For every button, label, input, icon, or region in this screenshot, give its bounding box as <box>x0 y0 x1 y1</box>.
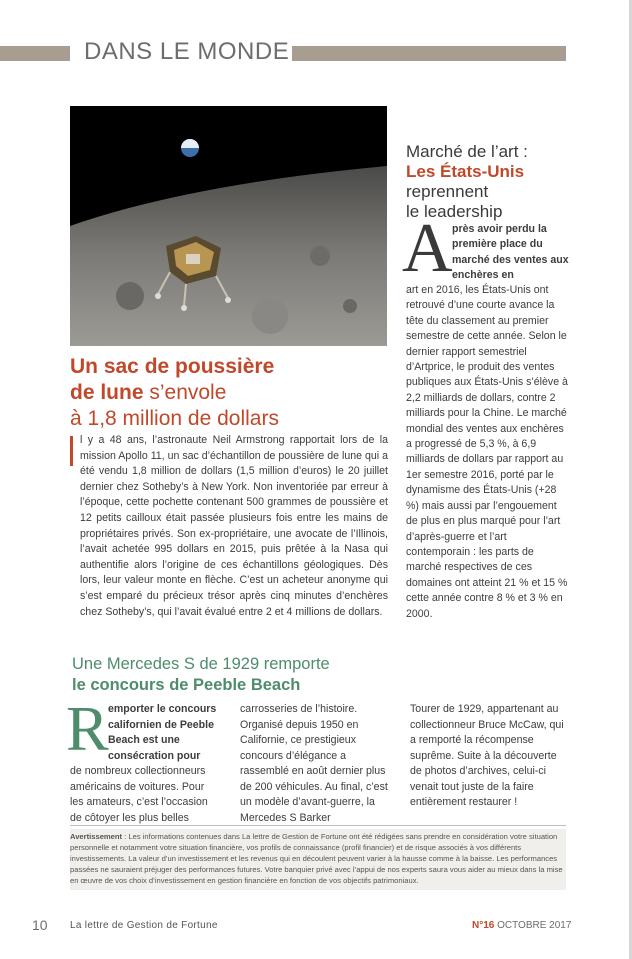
main-article <box>70 433 388 620</box>
disclaimer-text: : Les informations contenues dans La lettre de Gestion de Fortune ont été rédigées sans prendre en considération votre situation personnelle et notamment votre situation financière, vos profils de connaissance (profil financier) et de risque associés à vos différents investissements. La valeur d’un investissement et les revenus qui en découlent peuvent varier à la hausse comme à la baisse. Les performances passées ne sauraient préjuger des performances futures. Votre banquier privé avec l’appui de nos experts saura vous aider au mieux dans la mise en œuvre de vos choix d’investissement en gestion financière en fonction de vos objectifs patrimoniaux. <box>70 832 563 885</box>
side-title-line-3: le leadership <box>406 202 503 221</box>
mercedes-column-2: carrosseries de l’histoire. Organisé depuis 1950 en Californie, ce prestigieux concours d’élégance a rassemblé en août dernier plus de 200 véhicules. Au final, c’est un modèle d’avant-guerre, la Mercedes S Barker <box>240 703 388 824</box>
header-band-left <box>0 46 70 61</box>
issue-date: OCTOBRE 2017 <box>494 920 572 931</box>
disclaimer <box>70 829 566 890</box>
headline-rest-1: s’envole <box>143 381 227 404</box>
main-headline <box>70 355 390 433</box>
mercedes-title <box>72 654 492 696</box>
mercedes-column-3: Tourer de 1929, appartenant au collectionneur Bruce McCaw, qui a remporté la récompense suprême. Suite à la découverte de photos d’archives, celui-ci venait tout juste de la faire entièrement restaurer ! <box>410 703 564 808</box>
mercedes-column-1: de nombreux collectionneurs américains de voitures. Pour les amateurs, c’est l’occasion de côtoyer les plus belles <box>70 765 208 824</box>
side-body: art en 2016, les États-Unis ont retrouvé d’une courte avance la tête du classement au premier semestre de cette année. Selon le dernier rapport semestriel d’Artprice, le produit des ventes publiques aux États-Unis s’élève à 2,2 milliards de dollars, contre 2 milliards pour la Chine. Le marché mondial des ventes aux enchères a progressé de 5,3 %, à 6,9 milliards de dollars par rapport au 1er semestre 2016, porté par le dynamisme des États-Unis (+28 %) mais aussi par l’engouement de plus en plus marqué pour l’art d’après-guerre et l’art contemporain : les parts de marché respectives de ces domaines ont atteint 21 % et 15 % cette année contre 8 % et 3 % en 2000. <box>406 284 568 620</box>
side-title-line-1: Marché de l’art : <box>406 142 528 161</box>
headline-bold-1: Un sac de poussière <box>70 355 275 378</box>
disclaimer-label: Avertissement <box>70 832 123 841</box>
mercedes-dropcap: R <box>66 693 109 764</box>
issue-number: N°16 <box>472 920 495 931</box>
section-title: DANS LE MONDE <box>84 38 290 65</box>
issue-info <box>472 920 571 931</box>
publication-name: La lettre de Gestion de Fortune <box>70 920 218 931</box>
disclaimer-rule <box>70 825 566 826</box>
headline-bold-2: de lune <box>70 381 144 404</box>
mercedes-title-line-1: Une Mercedes S de 1929 remporte <box>72 655 330 673</box>
article-paragraph: l y a 48 ans, l’astronaute Neil Armstrong rapportait lors de la mission Apollo 11, un sac d’échantillon de poussière de lune qui a été vendu 1,8 million de dollars (1,5 million d’euros) le 20 juillet dernier chez Sotheby’s à New York. Non inventoriée par erreur à l’époque, cette pochette contenant 500 grammes de poussière et 12 petits cailloux était passée plusieurs fois entre les mains de propriétaires privés. Son ex-propriétaire, une avocate de l’Illinois, l’avait achetée 995 dollars en 2015, puis prêtée à la Nasa qui authentifie alors l’origine de ces échantillons géologiques. Dès lors, leur valeur monte en flèche. C’est un acheteur anonyme qui s’est emparé du précieux trésor après cinq minutes d’enchères chez Sotheby’s, qui l’avait évalué entre 2 et 4 millions de dollars. <box>80 434 388 618</box>
mercedes-title-line-2: le concours de Peeble Beach <box>72 676 301 694</box>
header-band-right <box>292 46 566 61</box>
headline-rest-2: à 1,8 million de dollars <box>70 407 279 430</box>
lunar-module-photo <box>70 106 387 346</box>
side-title-bold: Les États-Unis <box>406 162 525 181</box>
side-title-line-2: reprennent <box>406 182 489 201</box>
side-intro: près avoir perdu la première place du marché des ventes aux enchères en <box>452 223 569 282</box>
page-number: 10 <box>32 917 48 933</box>
mercedes-intro: emporter le concours californien de Peeble Beach est une consécration pour <box>108 703 217 762</box>
side-dropcap: A <box>402 210 453 287</box>
